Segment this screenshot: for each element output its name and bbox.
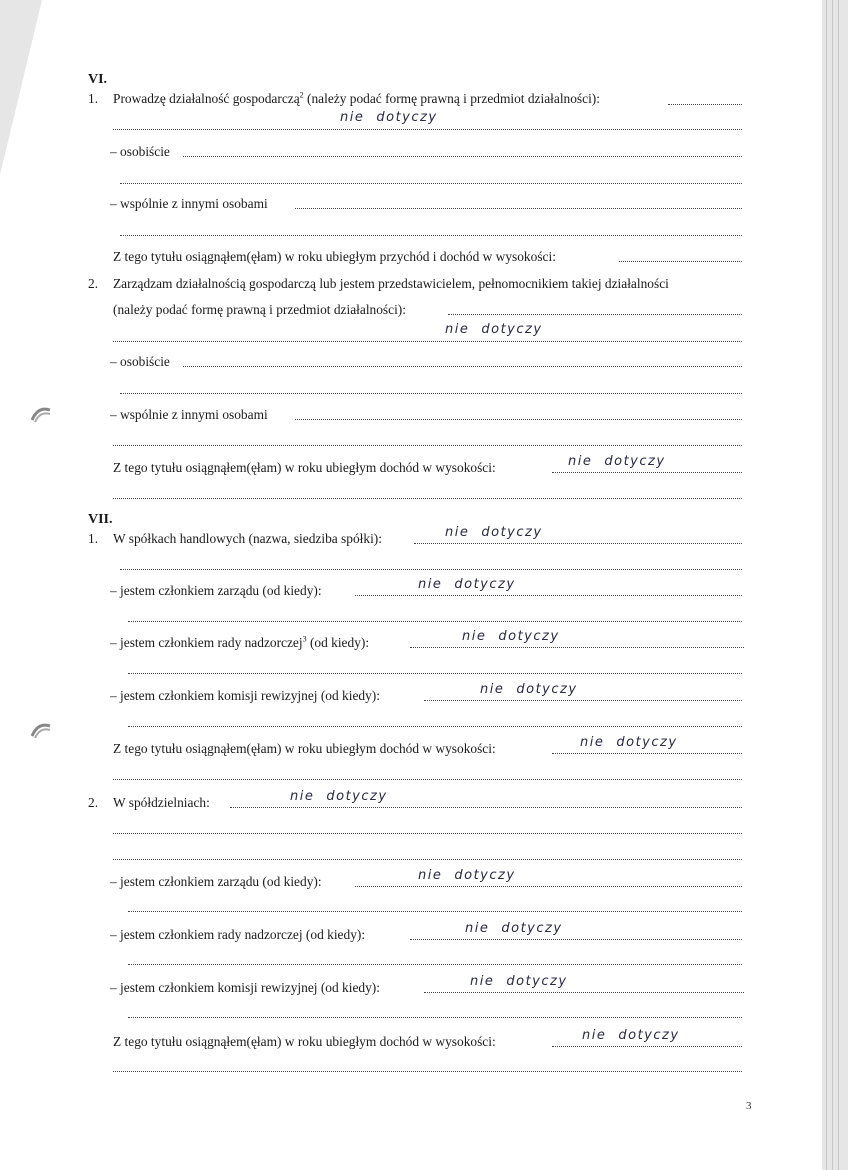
dotted-line — [113, 497, 742, 499]
income-label: Z tego tytułu osiągnąłem(ęłam) w roku ubiegłym dochód w wysokości: — [113, 741, 496, 756]
dotted-line — [128, 725, 742, 727]
dotted-line — [120, 182, 742, 184]
handwritten-answer: nie dotyczy — [340, 110, 438, 125]
income-label: Z tego tytułu osiągnąłem(ęłam) w roku ubiegłym dochód w wysokości: — [113, 460, 496, 475]
dotted-line — [183, 155, 742, 157]
dotted-line — [414, 542, 742, 544]
dotted-line — [113, 778, 742, 780]
dotted-line — [128, 963, 742, 965]
dotted-line — [295, 207, 742, 209]
dotted-line — [183, 365, 742, 367]
handwritten-answer: nie dotyczy — [418, 577, 516, 592]
dotted-line — [120, 234, 742, 236]
dotted-line — [410, 646, 744, 648]
income-label: Z tego tytułu osiągnąłem(ęłam) w roku ubiegłym przychód i dochód w wysokości: — [113, 249, 556, 264]
dotted-line — [424, 699, 742, 701]
supervisory-board-label: – jestem członkiem rady nadzorczej$^3$ (od kiedy): — [110, 634, 370, 650]
supervisory-board-label: – jestem członkiem rady nadzorczej (od kiedy): — [110, 927, 366, 942]
section-vii-heading: VII. — [88, 512, 113, 527]
dotted-line — [355, 885, 742, 887]
dotted-line — [120, 568, 742, 570]
dotted-line — [113, 1070, 742, 1072]
handwritten-answer: nie dotyczy — [445, 525, 543, 540]
answer-line — [113, 340, 742, 342]
dotted-line — [120, 392, 742, 394]
personal-label: – osobiście — [110, 354, 170, 369]
dotted-line — [113, 858, 742, 860]
management-label-line1: Zarządzam działalnością gospodarczą lub jestem przedstawicielem, pełnomocnikiem takiej działalności — [113, 276, 669, 291]
handwritten-answer: nie dotyczy — [290, 789, 388, 804]
answer-line — [113, 128, 742, 130]
handwritten-answer: nie dotyczy — [582, 1028, 680, 1043]
page-edge — [838, 0, 839, 1170]
business-activity-label: Prowadzę działalność gospodarczą$^2$ (należy podać formę prawną i przedmiot działalności): — [113, 90, 600, 106]
income-label: Z tego tytułu osiągnąłem(ęłam) w roku ubiegłym dochód w wysokości: — [113, 1034, 496, 1049]
page-edge — [832, 0, 833, 1170]
dotted-line — [355, 594, 742, 596]
dotted-line — [128, 1016, 742, 1018]
dotted-line — [113, 444, 742, 446]
dotted-line — [128, 620, 742, 622]
joint-label: – wspólnie z innymi osobami — [110, 407, 268, 422]
handwritten-answer: nie dotyczy — [445, 322, 543, 337]
dotted-line — [128, 672, 742, 674]
binder-hole-icon — [30, 404, 52, 424]
section-vi-heading: VI. — [88, 72, 108, 87]
audit-committee-label: – jestem członkiem komisji rewizyjnej (od kiedy): — [110, 688, 380, 703]
handwritten-answer: nie dotyczy — [568, 454, 666, 469]
handwritten-answer: nie dotyczy — [470, 974, 568, 989]
dotted-line — [448, 313, 742, 315]
item-number: 2. — [88, 795, 99, 810]
handwritten-answer: nie dotyczy — [580, 735, 678, 750]
personal-label: – osobiście — [110, 144, 170, 159]
dotted-line — [552, 1045, 742, 1047]
dotted-line — [552, 752, 742, 754]
dotted-line — [230, 806, 742, 808]
dotted-line — [113, 832, 742, 834]
dotted-line — [128, 910, 742, 912]
dotted-line — [410, 938, 742, 940]
item-number: 2. — [88, 276, 99, 291]
binder-hole-icon — [30, 720, 52, 740]
page-edge — [826, 0, 827, 1170]
cooperatives-label: W spółdzielniach: — [113, 795, 210, 810]
joint-label: – wspólnie z innymi osobami — [110, 196, 268, 211]
handwritten-answer: nie dotyczy — [480, 682, 578, 697]
handwritten-answer: nie dotyczy — [418, 868, 516, 883]
dotted-line — [424, 991, 744, 993]
handwritten-answer: nie dotyczy — [462, 629, 560, 644]
page-number: 3 — [746, 1100, 752, 1112]
commercial-companies-label: W spółkach handlowych (nazwa, siedziba spółki): — [113, 531, 382, 546]
handwritten-answer: nie dotyczy — [465, 921, 563, 936]
board-member-label: – jestem członkiem zarządu (od kiedy): — [110, 874, 322, 889]
board-member-label: – jestem członkiem zarządu (od kiedy): — [110, 583, 322, 598]
dotted-line — [295, 418, 742, 420]
item-number: 1. — [88, 531, 99, 546]
dotted-line — [619, 260, 742, 262]
item-number: 1. — [88, 91, 99, 106]
dotted-line — [668, 103, 742, 105]
management-label-line2: (należy podać formę prawną i przedmiot działalności): — [113, 302, 406, 317]
dotted-line — [552, 471, 742, 473]
audit-committee-label: – jestem członkiem komisji rewizyjnej (od kiedy): — [110, 980, 380, 995]
